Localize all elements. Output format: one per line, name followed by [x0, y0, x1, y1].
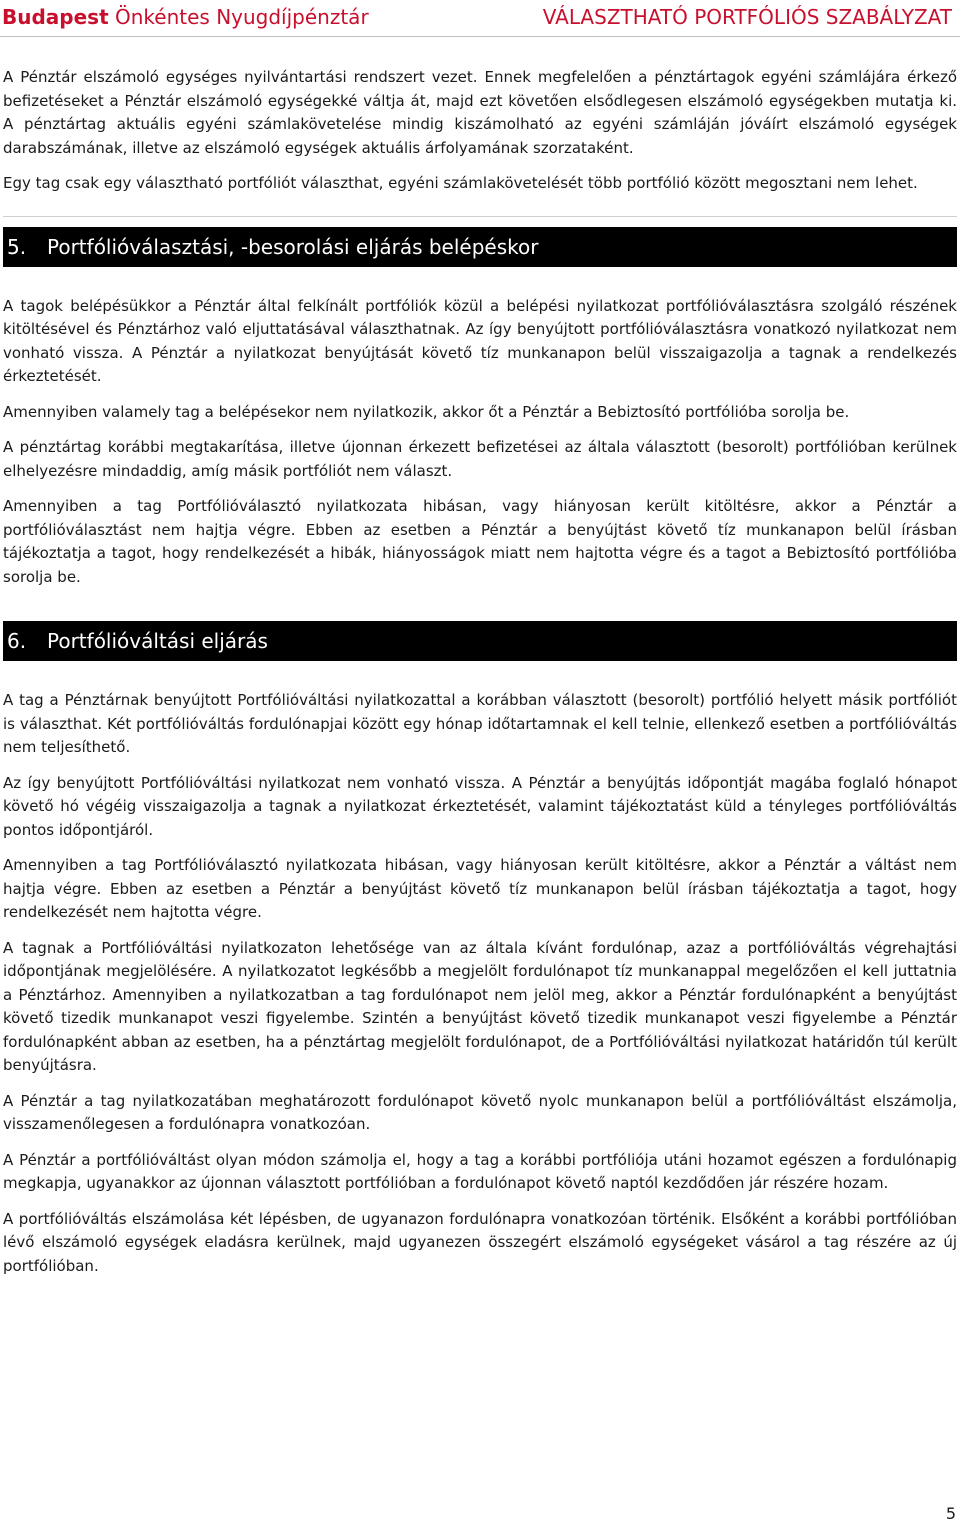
section-divider	[3, 216, 957, 217]
section-number: 5.	[7, 234, 27, 259]
page-header	[0, 0, 960, 36]
section-heading-6	[3, 621, 957, 661]
document-title: VÁLASZTHATÓ PORTFÓLIÓS SZABÁLYZAT	[542, 5, 952, 29]
section-paragraph: Amennyiben a tag Portfólióválasztó nyilatkozata hibásan, vagy hiányosan került kitöltésre, akkor a Pénztár a portfólióválasztást nem hajtja végre. Ebben az esetben a Pénztár a benyújtást követő tíz munkanapon belül írásban tájékoztatja a tagot, hogy rendelkezését a hibák, hiányosságok miatt nem hajtotta végre és a tagot a Bebiztosító portfólióba sorolja be.	[3, 497, 957, 586]
section-paragraph: A portfólióváltás elszámolása két lépésben, de ugyanazon fordulónapra vonatkozóan történik. Elsőként a korábbi portfólióban lévő elszámoló egységek eladásra kerülnek, majd ugyanezen összegért elszámoló egységeket vásárol a tag részére az új portfólióban.	[3, 1209, 957, 1275]
section-paragraph: A tagok belépésükkor a Pénztár által felkínált portfóliók közül a belépési nyilatkozat portfólióválasztásra szolgáló részének kitöltésével és Pénztárhoz való eljuttatásával választhatnak. Az így benyújtott portfólióválasztásra vonatkozó nyilatkozat nem vonható vissza. A Pénztár a nyilatkozat benyújtását követő tíz munkanapon belül visszaigazolja a tagnak a rendelkezés érkeztetését.	[3, 296, 957, 385]
section-paragraph: A tagnak a Portfólióváltási nyilatkozaton lehetősége van az általa kívánt fordulónap, azaz a portfólióváltás végrehajtási időpontjának megjelölésére. A nyilatkozatot legkésőbb a megjelölt fordulónapot tíz munkanappal megelőzően el kell juttatnia a Pénztárhoz. Amennyiben a nyilatkozatban a tag fordulónapot nem jelöl meg, akkor a Pénztár fordulónapként a benyújtást követő tizedik munkanapot veszi figyelembe. Szintén a benyújtást követő tizedik munkanapot veszi figyelembe a Pénztár fordulónapként abban az esetben, ha a pénztártag megjelölt fordulónapot, de a Portfólióváltási nyilatkozat határidőn túl került benyújtásra.	[3, 938, 957, 1074]
section-title: Portfólióválasztási, -besorolási eljárás belépéskor	[47, 234, 539, 259]
section-paragraph: A pénztártag korábbi megtakarítása, illetve újonnan érkezett befizetései az általa választott (besorolt) portfólióban kerülnek elhelyezésre mindaddig, amíg másik portfóliót nem választ.	[3, 438, 957, 480]
section-title: Portfólióváltási eljárás	[47, 629, 268, 653]
section-paragraph: A tag a Pénztárnak benyújtott Portfólióváltási nyilatkozattal a korábban választott (besorolt) portfólió helyett másik portfóliót is választhat. Két portfólióváltás fordulónapjai között egy hónap időtartamnak el kell telnie, ellenkező esetben a portfólióváltás nem teljesíthető.	[3, 691, 957, 756]
page-number: 5	[945, 1504, 956, 1523]
section-paragraph: Amennyiben a tag Portfólióválasztó nyilatkozata hibásan, vagy hiányosan került kitöltésre, akkor a Pénztár a váltást nem hajtja végre. Ebben az esetben a Pénztár a benyújtást követő tíz munkanapon belül írásban tájékoztatja a tagot, hogy rendelkezését nem hajtotta végre.	[3, 856, 957, 921]
document-body	[3, 66, 957, 1290]
intro-paragraph: A Pénztár elszámoló egységes nyilvántartási rendszert vezet. Ennek megfelelően a pénztártagok egyéni számlájára érkező befizetéseket a Pénztár elszámoló egységekké váltja át, majd ezt követően elsődlegesen elszámoló egységekben mutatja ki. A pénztártag aktuális egyéni számlakövetelése mindig kiszámolható az egyéni számláján jóváírt elszámoló egységek darabszámának, illetve az elszámoló egységek aktuális árfolyamának szorzataként.	[3, 68, 957, 157]
section-paragraph: Amennyiben valamely tag a belépésekor nem nyilatkozik, akkor őt a Pénztár a Bebiztosító portfólióba sorolja be.	[3, 402, 850, 421]
header-divider	[0, 36, 960, 37]
section-paragraph: Az így benyújtott Portfólióváltási nyilatkozat nem vonható vissza. A Pénztár a benyújtás időpontját magába foglaló hónapot követő hó végéig visszaigazolja a tagnak a nyilatkozat érkeztetését, valamint tájékoztatást küld a tényleges portfólióváltás pontos időpontjáról.	[3, 773, 957, 839]
section-paragraph: A Pénztár a portfólióváltást olyan módon számolja el, hogy a tag a korábbi portfóliója utáni hozamot egészen a fordulónapig megkapja, ugyanakkor az újonnan választott portfólióban a fordulónapot követő naptól kezdődően jár részére hozam.	[3, 1150, 957, 1192]
intro-paragraph: Egy tag csak egy választható portfóliót választhat, egyéni számlakövetelését több portfólió között megosztani nem lehet.	[3, 174, 918, 192]
fund-name	[2, 5, 369, 29]
fund-subname: Önkéntes Nyugdíjpénztár	[115, 5, 369, 29]
section-number: 6.	[7, 629, 27, 653]
section-spacer	[3, 601, 957, 621]
section-heading-5	[3, 227, 957, 267]
fund-brand: Budapest	[2, 5, 109, 29]
section-paragraph: A Pénztár a tag nyilatkozatában meghatározott fordulónapot követő nyolc munkanapon belül a portfólióváltást elszámolja, visszamenőlegesen a fordulónapra vonatkozóan.	[3, 1091, 957, 1133]
